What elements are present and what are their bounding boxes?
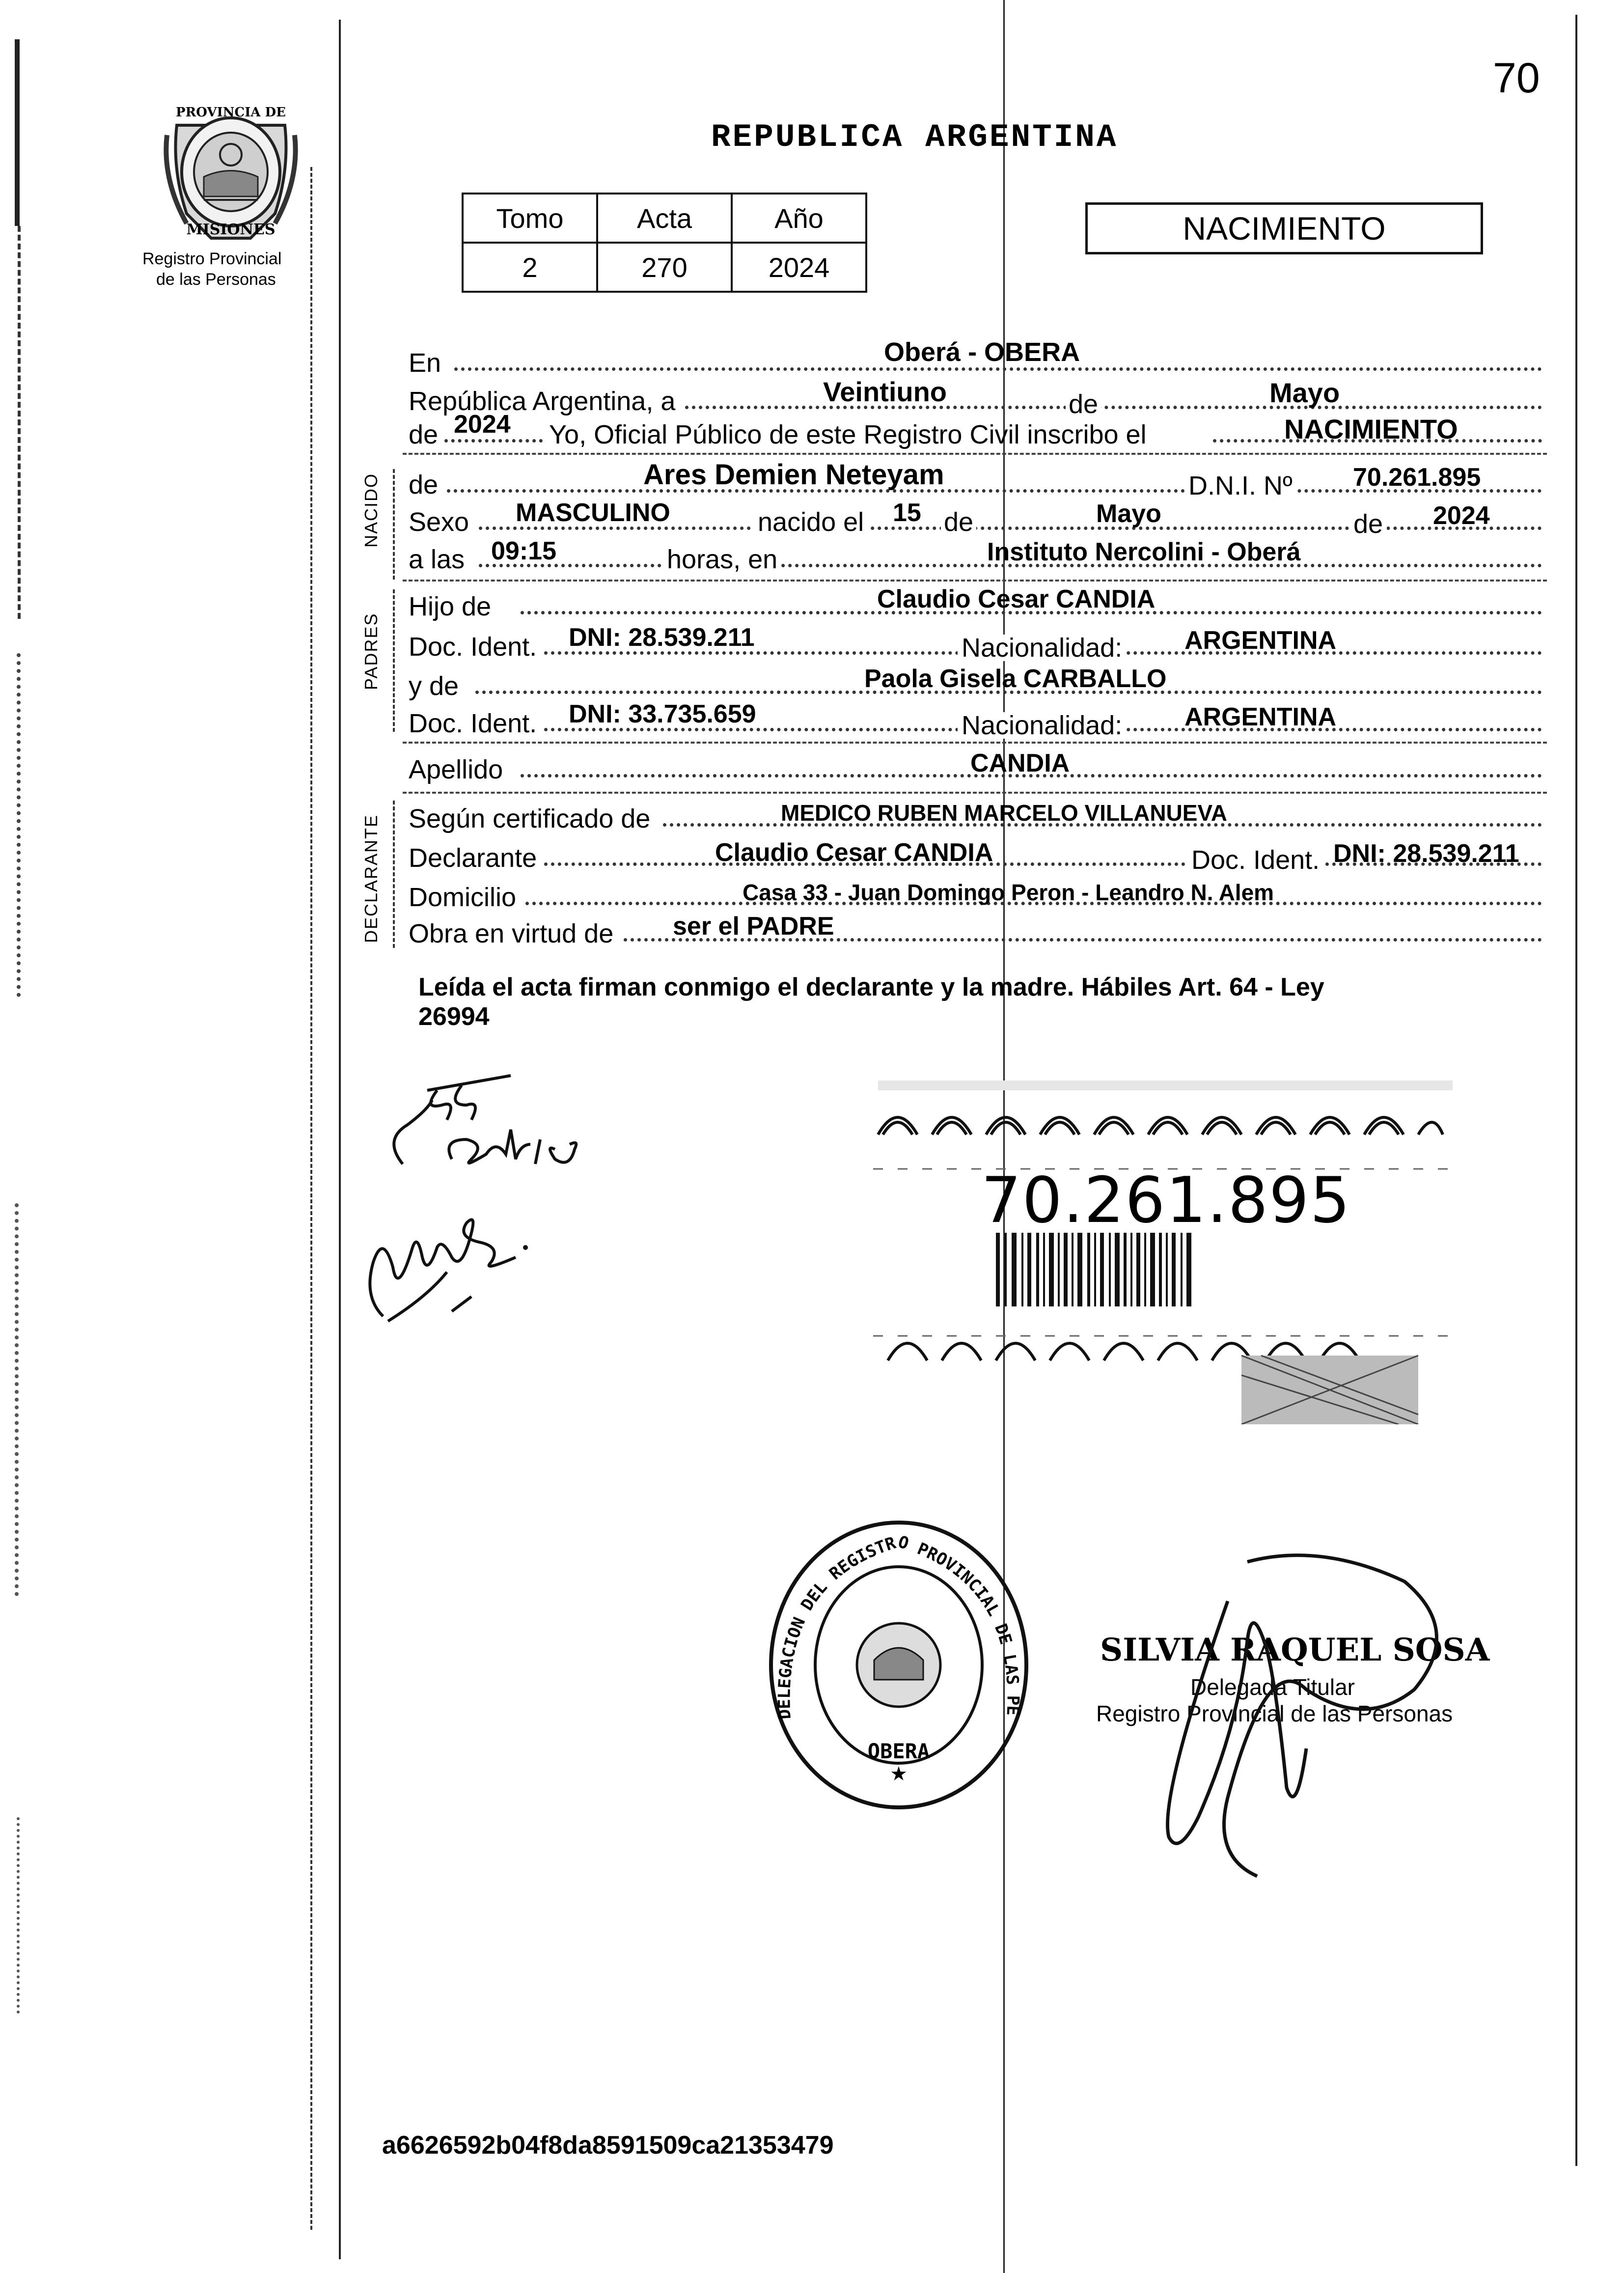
- place-value: Oberá - OBERA: [884, 337, 1080, 367]
- officer-text: Yo, Oficial Público de este Registro Civil inscribo el: [549, 420, 1147, 449]
- left-margin-marks: [10, 39, 25, 972]
- birth-place-value: Instituto Nercolini - Oberá: [987, 538, 1301, 566]
- de-label: de: [1066, 391, 1101, 417]
- stamp-ring-text: DELEGACION DEL REGISTRO PROVINCIAL DE LAS PE: [774, 1532, 1023, 1720]
- child-name-value: Ares Demien Neteyam: [643, 459, 944, 491]
- right-border-line: [1575, 15, 1577, 2166]
- day-words-value: Veintiuno: [823, 376, 947, 407]
- section-bracket-nacido: [393, 469, 397, 580]
- birth-day-value: 15: [893, 499, 921, 527]
- birth-year-value: 2024: [1433, 501, 1490, 530]
- declarante-label: Declarante: [409, 843, 537, 873]
- record-id-value-row: [463, 243, 866, 292]
- mother-doc-value: DNI: 33.735.659: [569, 700, 756, 728]
- declarante-name-value: Claudio Cesar CANDIA: [715, 838, 993, 867]
- mother-nationality-value: ARGENTINA: [1184, 703, 1337, 731]
- leader-dots: [685, 406, 1542, 409]
- record-type-label: NACIMIENTO: [1183, 210, 1386, 247]
- section-separator: [403, 742, 1547, 744]
- mother-name-value: Paola Gisela CARBALLO: [864, 665, 1167, 693]
- sexo-label: Sexo: [409, 507, 469, 537]
- mother-doc-label: Doc. Ident.: [409, 709, 537, 738]
- intro-year-value: 2024: [454, 410, 511, 439]
- anio-header: Año: [732, 194, 866, 243]
- declarant-signature: [373, 1071, 609, 1198]
- anio-value: 2024: [732, 243, 866, 292]
- section-label-padres: PADRES: [361, 612, 381, 690]
- official-office: Registro Provincial de las Personas: [1096, 1701, 1453, 1726]
- domicilio-value: Casa 33 - Juan Domingo Peron - Leandro N. Alem: [743, 880, 1274, 905]
- certificado-value: MEDICO RUBEN MARCELO VILLANUEVA: [781, 800, 1227, 826]
- declarante-doc-value: DNI: 28.539.211: [1333, 839, 1519, 868]
- official-name: SILVIA RAQUEL SOSA: [1100, 1632, 1490, 1668]
- en-label: En: [409, 348, 441, 378]
- closing-line1: Leída el acta firman conmigo el declarante y la madre. Hábiles Art. 64 - Ley: [418, 973, 1324, 1001]
- year-prefix-label: de: [409, 420, 439, 449]
- leader-dots: [444, 439, 543, 443]
- hijo-de-label: Hijo de: [409, 592, 492, 621]
- acta-header: Acta: [597, 194, 732, 243]
- mother-nacionalidad-label: Nacionalidad:: [958, 712, 1126, 739]
- birth-time-value: 09:15: [491, 537, 556, 565]
- record-id-header-row: [463, 194, 866, 243]
- birth-month-value: Mayo: [1096, 499, 1161, 528]
- section-bracket-padres: [393, 589, 397, 732]
- official-role: Delegada Titular: [1190, 1674, 1355, 1700]
- document-title: REPUBLICA ARGENTINA: [711, 119, 1118, 156]
- svg-text:★: ★: [890, 1763, 908, 1785]
- mother-signature: [354, 1189, 560, 1346]
- record-id-table: [462, 193, 867, 293]
- page-number: 70: [1493, 55, 1540, 102]
- record-type-box: [1085, 202, 1483, 254]
- section-separator: [403, 792, 1547, 794]
- father-name-value: Claudio Cesar CANDIA: [877, 585, 1156, 613]
- sexo-value: MASCULINO: [516, 499, 670, 527]
- father-doc-value: DNI: 28.539.211: [569, 623, 755, 652]
- closing-line2: 26994: [418, 1002, 490, 1031]
- record-word-value: NACIMIENTO: [1284, 414, 1458, 444]
- registry-stamp: [761, 1513, 1036, 1817]
- logo-caption-line1: Registro Provincial: [142, 249, 282, 268]
- acta-value: 270: [597, 243, 732, 292]
- apellido-value: CANDIA: [970, 749, 1070, 777]
- y-de-label: y de: [409, 671, 459, 701]
- domicilio-label: Domicilio: [409, 883, 517, 912]
- nacido-de-label: de: [409, 470, 439, 499]
- father-nationality-value: ARGENTINA: [1184, 626, 1337, 655]
- child-dni-value: 70.261.895: [1353, 463, 1481, 492]
- official-signature: [1100, 1542, 1463, 1886]
- republica-label: República Argentina, a: [409, 387, 676, 416]
- section-label-declarante: DECLARANTE: [361, 814, 381, 943]
- logo-text-top: PROVINCIA DE: [176, 105, 286, 120]
- section-label-nacido: NACIDO: [361, 472, 381, 548]
- dni-sticker: [868, 1081, 1453, 1424]
- horas-label: horas, en: [663, 546, 781, 573]
- nacido-de-label-2: de: [941, 509, 976, 535]
- document-hash: a6626592b04f8da8591509ca21353479: [382, 2131, 834, 2160]
- logo-text-bottom: MISIONES: [186, 221, 275, 238]
- father-doc-label: Doc. Ident.: [409, 632, 537, 662]
- obra-value: ser el PADRE: [673, 912, 834, 941]
- tomo-header: Tomo: [463, 194, 597, 243]
- certificado-label: Según certificado de: [409, 804, 651, 833]
- logo-caption-line2: de las Personas: [156, 270, 276, 289]
- provincial-logo: [157, 91, 304, 248]
- tomo-value: 2: [463, 243, 597, 292]
- leader-dots: [454, 367, 1542, 371]
- nacido-de-label-3: de: [1349, 511, 1387, 537]
- nacido-el-label: nacido el: [754, 509, 868, 535]
- section-separator: [403, 453, 1547, 455]
- left-binding-line: [339, 20, 341, 2259]
- obra-label: Obra en virtud de: [409, 919, 614, 948]
- sticker-number: 70.261.895: [981, 1164, 1351, 1237]
- declarante-doc-label: Doc. Ident.: [1187, 847, 1323, 873]
- apellido-label: Apellido: [409, 755, 503, 784]
- left-margin-marks-bottom: [17, 1817, 24, 2014]
- inner-margin-line: [310, 167, 312, 2230]
- a-las-label: a las: [409, 545, 465, 574]
- section-separator: [403, 580, 1547, 582]
- stamp-city: OBERA: [867, 1739, 930, 1763]
- left-margin-marks-lower: [15, 1203, 24, 1596]
- father-nacionalidad-label: Nacionalidad:: [958, 635, 1126, 661]
- month-value: Mayo: [1269, 377, 1340, 408]
- dni-label: D.N.I. Nº: [1184, 472, 1296, 499]
- section-bracket-declarante: [393, 801, 397, 948]
